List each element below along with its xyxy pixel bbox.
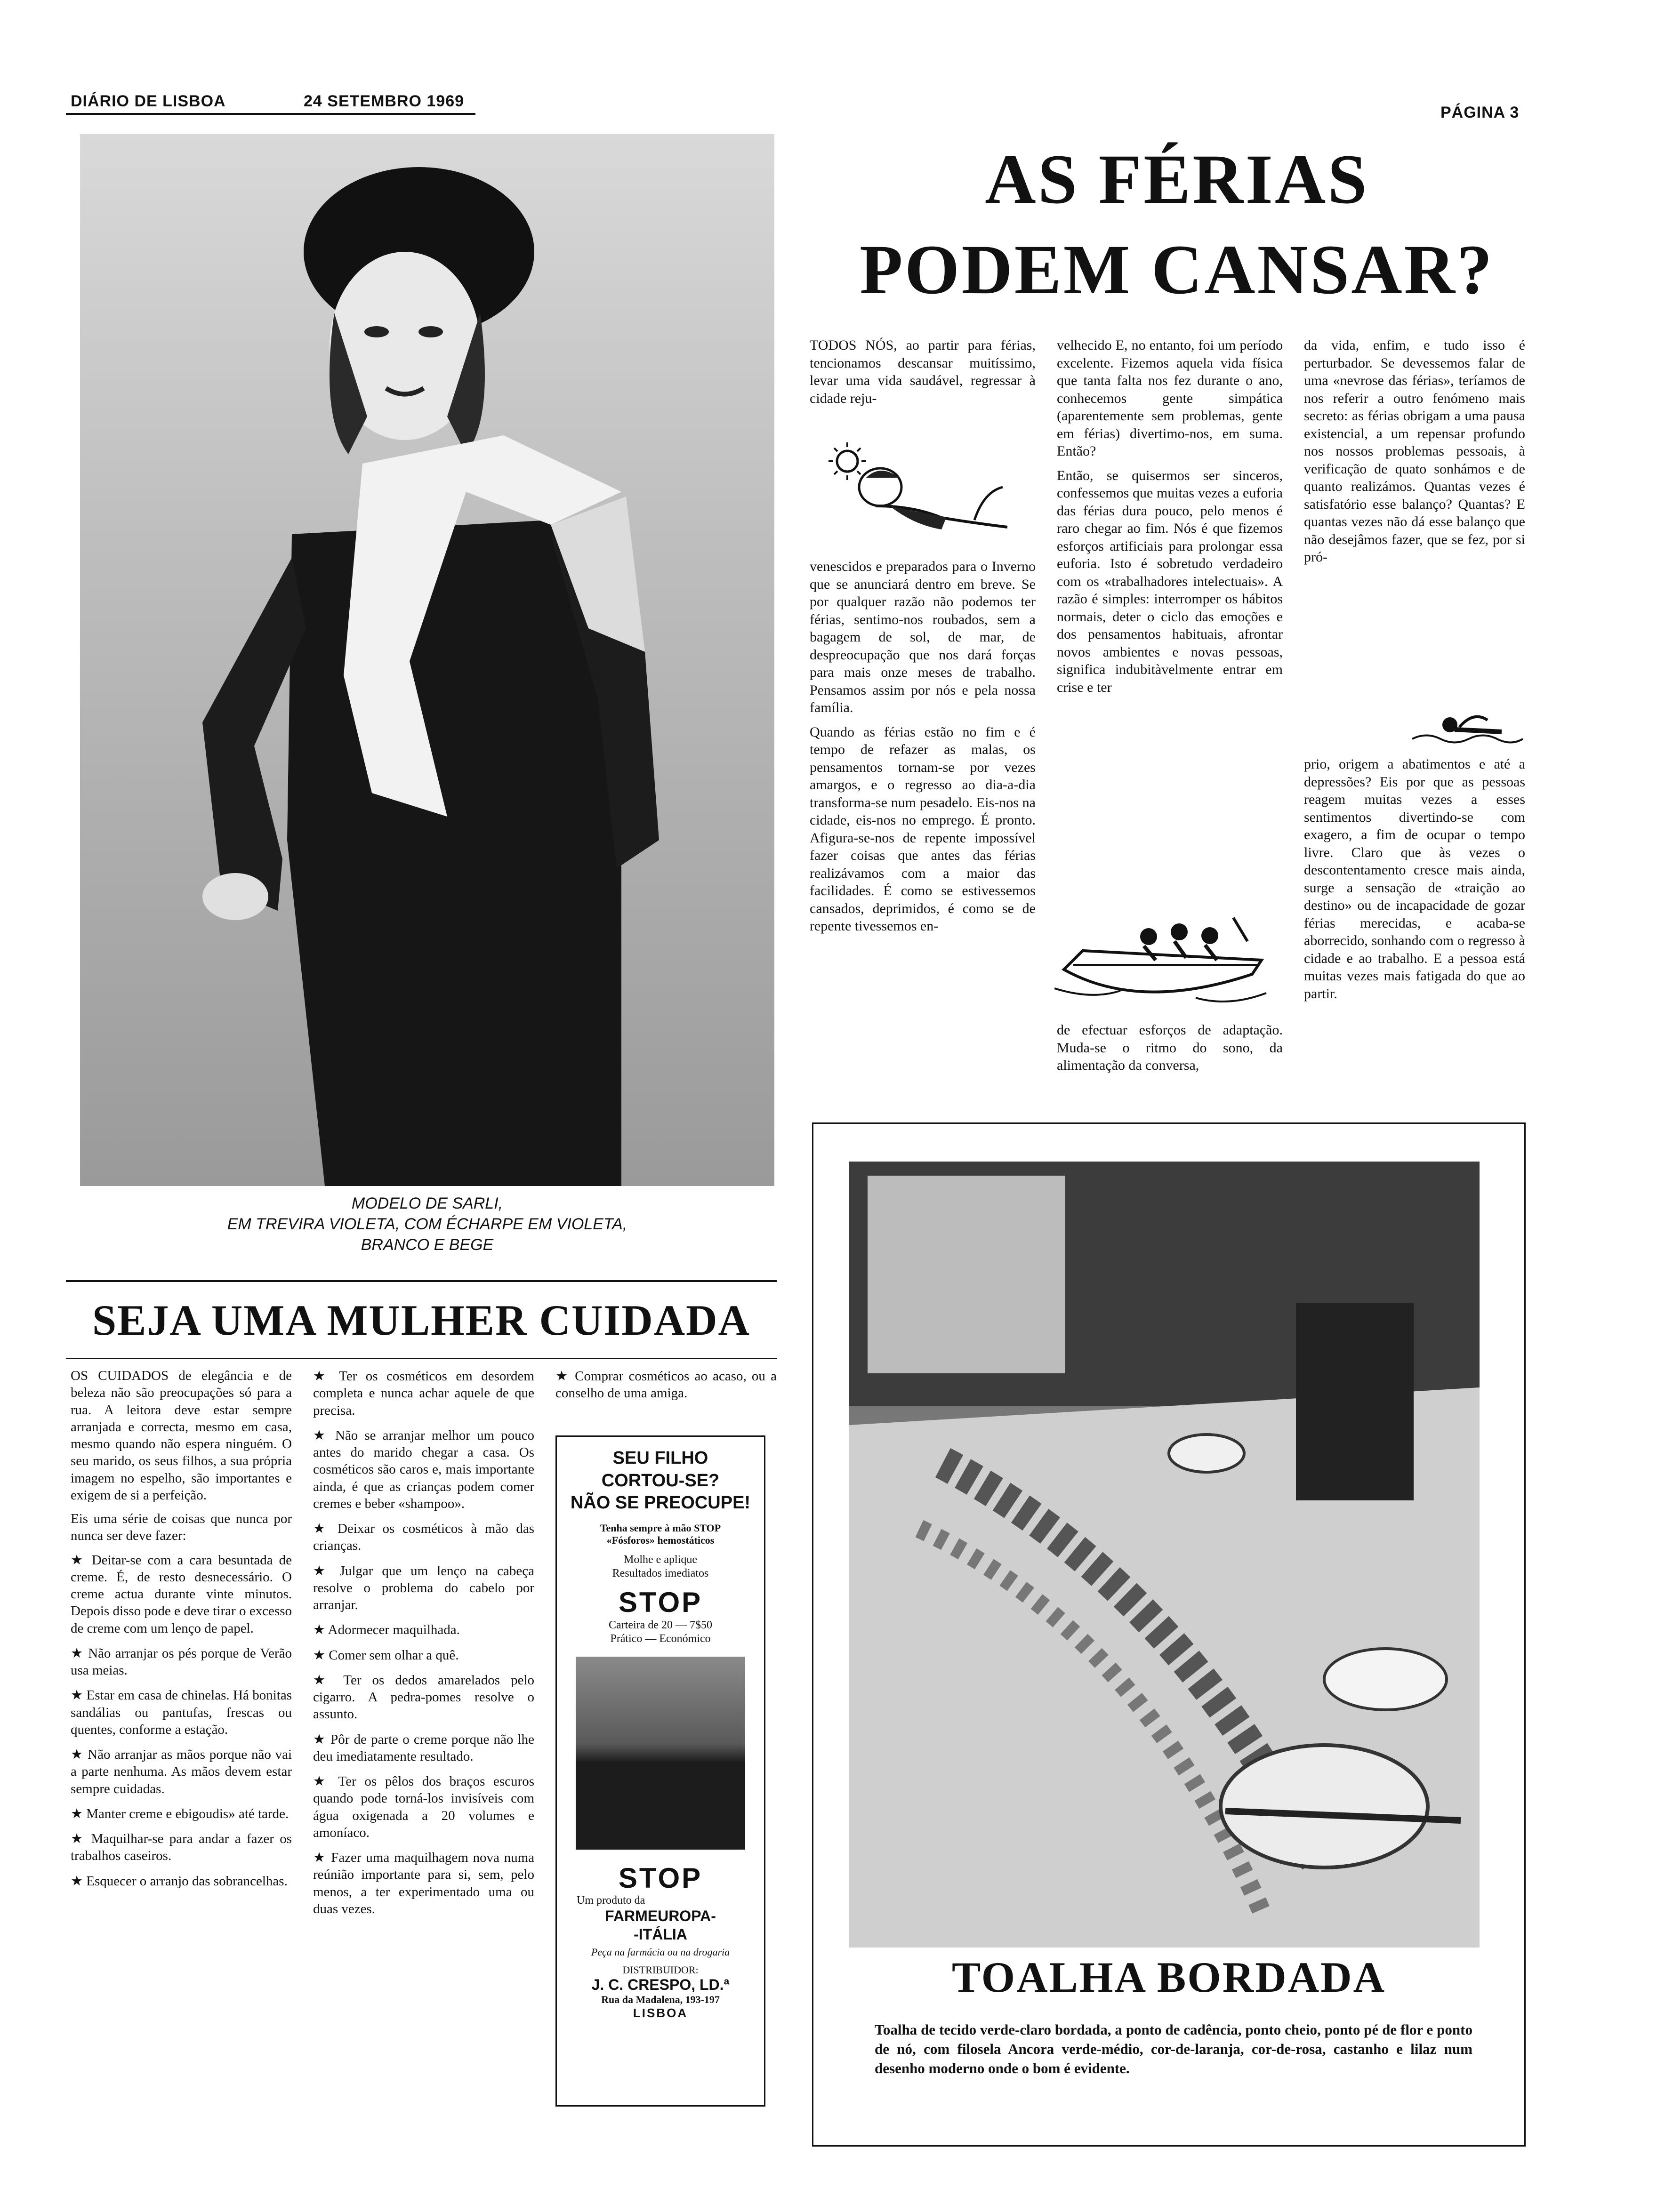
- list-item: [313, 1562, 534, 1614]
- sun-icon: [819, 435, 1017, 553]
- fashion-caption-line: EM TREVIRA VIOLETA, COM ÉCHARPE EM VIOLETA,: [227, 1215, 627, 1234]
- stop-advertisement: [555, 1435, 765, 2107]
- cuidada-column-1: [71, 1367, 292, 2188]
- stop-brand-2: STOP: [618, 1862, 703, 1894]
- star-icon: ★: [71, 1687, 83, 1703]
- swimmer-illustration: [1408, 706, 1525, 753]
- masthead-rule: [66, 113, 475, 115]
- cuidada-column-2: [313, 1367, 534, 2188]
- star-icon: ★: [313, 1368, 331, 1384]
- ferias-column-3: [1304, 337, 1525, 706]
- list-item-text: Não arranjar as mãos porque não vai a parte nenhuma. As mãos devem estar sempre cuidadas.: [71, 1747, 292, 1796]
- tablecloth-illustration: [849, 1162, 1480, 1948]
- fashion-caption-line: BRANCO E BEGE: [361, 1236, 494, 1254]
- list-item-text: Pôr de parte o creme porque não lhe deu imediatamente resultado.: [313, 1731, 534, 1764]
- ferias-column-2-end: [1057, 1021, 1283, 1092]
- list-item: [313, 1367, 534, 1419]
- stop-ad-headline: [557, 1447, 764, 1515]
- list-item: [313, 1646, 534, 1664]
- ferias-headline-line: PODEM CANSAR?: [860, 231, 1494, 309]
- page-number: PÁGINA 3: [1440, 104, 1520, 121]
- fashion-model-illustration: [80, 134, 774, 1186]
- ferias-paragraph: da vida, enfim, e tudo isso é perturbador. Se devessemos falar de uma «nevrose das férias», teríamos de nos referir a outro fenómeno mais secreto: as férias obrigam a uma pausa existencial, a um repensar profundo nos nossos problemas pessoais, à verificação de quato sonhámos e de quanto realizámos. Quantas vezes é satisfatório esse balanço? Quantas? E quantas vezes não dá esse balanço que não desejâmos fazer, que se fez, por si pró-: [1304, 337, 1525, 565]
- ferias-headline: [800, 134, 1553, 315]
- stop-ad-product-line: Um produto da: [577, 1894, 645, 1907]
- star-icon: ★: [313, 1621, 325, 1638]
- star-icon: ★: [313, 1562, 331, 1579]
- ferias-paragraph: velhecido E, no entanto, foi um período excelente. Fizemos aquela vida física que tanta falta nos fez durante o ano, conhecemos gente simpática (aparentemente sem problemas, gente em férias) divertimo-nos, em suma. Então?: [1057, 337, 1283, 459]
- stop-ad-tagline-line: «Fósforos» hemostáticos: [606, 1534, 715, 1546]
- list-item: [71, 1686, 292, 1738]
- list-item: [313, 1520, 534, 1555]
- stop-ad-distributor-label: DISTRIBUIDOR:: [622, 1964, 699, 1976]
- stop-ad-ask: Peça na farmácia ou na drogaria: [591, 1946, 730, 1958]
- ferias-column-1: [810, 558, 1036, 1068]
- list-item-text: Esquecer o arranjo das sobrancelhas.: [86, 1873, 288, 1889]
- stop-ad-maker: [557, 1907, 764, 1943]
- list-item-text: Ter os dedos amarelados pelo cigarro. A pedra-pomes resolve o assunto.: [313, 1672, 534, 1722]
- list-item-text: Adormecer maquilhada.: [328, 1622, 460, 1638]
- stop-ad-instruction-line: Resultados imediatos: [612, 1567, 709, 1580]
- ferias-paragraph: de efectuar esforços de adaptação. Muda-se o ritmo do sono, da alimentação da conversa,: [1057, 1022, 1283, 1073]
- stop-product-photo: [576, 1657, 745, 1850]
- star-icon: ★: [555, 1368, 570, 1384]
- list-item: [313, 1427, 534, 1512]
- star-icon: ★: [313, 1427, 329, 1443]
- ferias-headline-line: AS FÉRIAS: [985, 140, 1369, 218]
- toalha-feature-box: [812, 1122, 1526, 2147]
- stop-ad-maker-line: FARMEUROPA-: [605, 1907, 716, 1925]
- star-icon: ★: [313, 1849, 327, 1865]
- star-icon: ★: [71, 1805, 83, 1821]
- list-item: [71, 1805, 292, 1822]
- cuidada-intro: Eis uma série de coisas que nunca por nunca ser deve fazer:: [71, 1511, 292, 1544]
- list-item-text: Estar em casa de chinelas. Há bonitas sandálias ou pantufas, frescas ou quentes, conforme a estação.: [71, 1688, 292, 1737]
- list-item: [71, 1551, 292, 1637]
- stop-brand: STOP: [618, 1586, 703, 1618]
- fashion-caption: [80, 1193, 774, 1256]
- list-item: [313, 1671, 534, 1723]
- list-item-text: Fazer uma maquilhagem nova numa reúnião importante para si, sem, pelo menos, a ter experimentado uma ou duas vezes.: [313, 1850, 534, 1916]
- ferias-column-3-end: [1304, 755, 1525, 1094]
- list-item: [71, 1872, 292, 1890]
- stop-ad-price: [557, 1619, 764, 1646]
- stop-ad-instructions: [557, 1553, 764, 1580]
- fashion-caption-line: MODELO DE SARLI,: [351, 1194, 503, 1212]
- cuidada-intro: OS CUIDADOS de elegância e de beleza não são preocupações só para a rua. A leitora deve estar sempre arranjada e correcta, mesmo em casa, mesmo quando não espera ninguém. O seu marido, os seus filhos, a sua própria imagem no espelho, são importantes e exigem de si a perfeição.: [71, 1368, 292, 1503]
- star-icon: ★: [71, 1644, 84, 1661]
- list-item: [313, 1621, 534, 1638]
- swimmer-icon: [1408, 706, 1525, 753]
- stop-ad-headline-line: SEU FILHO: [612, 1448, 708, 1468]
- stop-ad-price-line: Carteira de 20 — 7$50: [609, 1619, 712, 1631]
- stop-ad-headline-line: CORTOU-SE?: [601, 1470, 720, 1491]
- list-item: [555, 1367, 777, 1402]
- newspaper-name: DIÁRIO DE LISBOA: [71, 92, 226, 110]
- list-item: [313, 1849, 534, 1917]
- ferias-paragraph: prio, origem a abatimentos e até a depressões? Eis por que as pessoas reagem muitas vezes a esses sentimentos divertindo-se com exagero, a fim de ocupar o tempo livre. Claro que às vezes o descontentamento cresce mais ainda, surge a sensação de «traição ao destino» ou de incapacidade de gozar férias merecidas, e acaba-se aborrecido, sonhando com o regresso à cidade e ao trabalho. E a pessoa está muitas vezes mais fatigada do que ao partir.: [1304, 756, 1525, 1002]
- list-item-text: Não arranjar os pés porque de Verão usa meias.: [71, 1645, 292, 1678]
- list-item: [313, 1772, 534, 1841]
- sunbather-illustration: [819, 435, 1017, 553]
- cuidada-column-3: [555, 1367, 777, 1428]
- list-item: [71, 1830, 292, 1865]
- list-item: [71, 1644, 292, 1679]
- list-item-text: Maquilhar-se para andar a fazer os trabalhos caseiros.: [71, 1831, 292, 1864]
- stop-ad-tagline-line: Tenha sempre à mão STOP: [600, 1522, 721, 1534]
- issue-date: 24 SETEMBRO 1969: [304, 92, 465, 110]
- ferias-paragraph: venescidos e preparados para o Inverno que se anunciará dentro em breve. Se por qualquer razão não podemos ter férias, sentimo-nos roubados, sem a bagagem de sol, de mar, de despreocupação que nos dará forças para mais onze meses de trabalho. Pensamos assim por nós e pela nossa família.: [810, 559, 1036, 715]
- star-icon: ★: [313, 1731, 326, 1747]
- ferias-column-2: [1057, 337, 1283, 897]
- star-icon: ★: [71, 1872, 83, 1889]
- list-item-text: Deixar os cosméticos à mão das crianças.: [313, 1521, 534, 1554]
- star-icon: ★: [71, 1551, 86, 1568]
- star-icon: ★: [313, 1671, 333, 1688]
- list-item-text: Ter os pêlos dos braços escuros quando pode torná-los invisíveis com água oxigenada a 20 volumes e amoníaco.: [313, 1774, 534, 1840]
- list-item-text: Manter creme e ebigoudis» até tarde.: [86, 1806, 289, 1821]
- ferias-column-1-intro: [810, 337, 1036, 431]
- stop-ad-distributor-name: J. C. CRESPO, LD.ª: [591, 1976, 730, 1994]
- stop-ad-headline-line: NÃO SE PREOCUPE!: [570, 1493, 751, 1513]
- list-item-text: Comprar cosméticos ao acaso, ou a conselho de uma amiga.: [555, 1369, 777, 1401]
- boat-icon: [1054, 899, 1271, 1017]
- ferias-paragraph: Então, se quisermos ser sinceros, confessemos que muitas vezes a euforia das férias dura pouco, pelo menos é raro chegar ao fim. Nós é que fizemos esforços artificiais para prolongar essa euforia. Isto é sobretudo verdadeiro com os «trabalhadores intelectuais». A razão é simples: interromper os hábitos normais, deter o ciclo das emoções e dos pensamentos habituais, afrontar novos ambientes e novas pessoas, significa indubitàvelmente entrar em crise e ter: [1057, 467, 1283, 695]
- star-icon: ★: [313, 1773, 330, 1789]
- stop-ad-tagline: [557, 1522, 764, 1547]
- ferias-paragraph: TODOS NÓS, ao partir para férias, tencionamos descansar muitíssimo, levar uma vida saudável, regressar à cidade reju-: [810, 337, 1036, 406]
- stop-ad-address: Rua da Madalena, 193-197: [601, 1994, 720, 2006]
- list-item-text: Ter os cosméticos em desordem completa e nunca achar aquele de que precisa.: [313, 1369, 534, 1418]
- list-item-text: Comer sem olhar a quê.: [329, 1647, 459, 1663]
- section-rule: [66, 1280, 777, 1282]
- star-icon: ★: [71, 1830, 86, 1846]
- list-item-text: Não se arranjar melhor um pouco antes do marido chegar a casa. Os cosméticos são caros e, mais importante ainda, é que as crianças podem comer cremes e beber «shampoo».: [313, 1427, 534, 1511]
- list-item: [313, 1731, 534, 1765]
- stop-ad-city: LISBOA: [633, 2006, 688, 2020]
- star-icon: ★: [313, 1646, 325, 1663]
- ferias-paragraph: Quando as férias estão no fim e é tempo de refazer as malas, os pensamentos tornam-se por vezes amargos, e o regresso ao dia-a-dia transforma-se num pesadelo. Eis-nos na cidade, eis-nos no emprego. É pronto. Afigura-se-nos de repente impossível fazer coisas que antes das férias realizávamos com a maior das facilidades. É como se estivessemos cansados, deprimidos, é como se de repente tivessemos en-: [810, 724, 1036, 934]
- list-item: [71, 1746, 292, 1797]
- stop-ad-instruction-line: Molhe e aplique: [624, 1554, 697, 1566]
- toalha-headline: TOALHA BORDADA: [951, 1953, 1386, 2001]
- fashion-photo: [80, 134, 774, 1186]
- speedboat-illustration: [1054, 899, 1271, 1017]
- toalha-description: Toalha de tecido verde-claro bordada, a ponto de cadência, ponto cheio, ponto pé de flor e ponto de nó, com filosela Ancora verde-médio, cor-de-laranja, cor-de-rosa, castanho e lilaz num desenho moderno onde o bom é evidente.: [875, 2021, 1472, 2076]
- list-item-text: Deitar-se com a cara besuntada de creme. É, de resto desnecessário. O creme actua durante vinte minutos. Depois disso pode e deve tirar o excesso de creme com um lenço de papel.: [71, 1552, 292, 1636]
- cuidada-headline: SEJA UMA MULHER CUIDADA: [92, 1296, 750, 1344]
- list-item-text: Julgar que um lenço na cabeça resolve o problema do cabelo por arranjar.: [313, 1563, 534, 1612]
- star-icon: ★: [313, 1520, 330, 1536]
- tablecloth-photo: [849, 1162, 1480, 1948]
- star-icon: ★: [71, 1746, 84, 1762]
- stop-ad-price-line: Prático — Económico: [610, 1632, 711, 1645]
- section-rule: [66, 1358, 777, 1359]
- stop-ad-maker-line: -ITÁLIA: [634, 1925, 687, 1943]
